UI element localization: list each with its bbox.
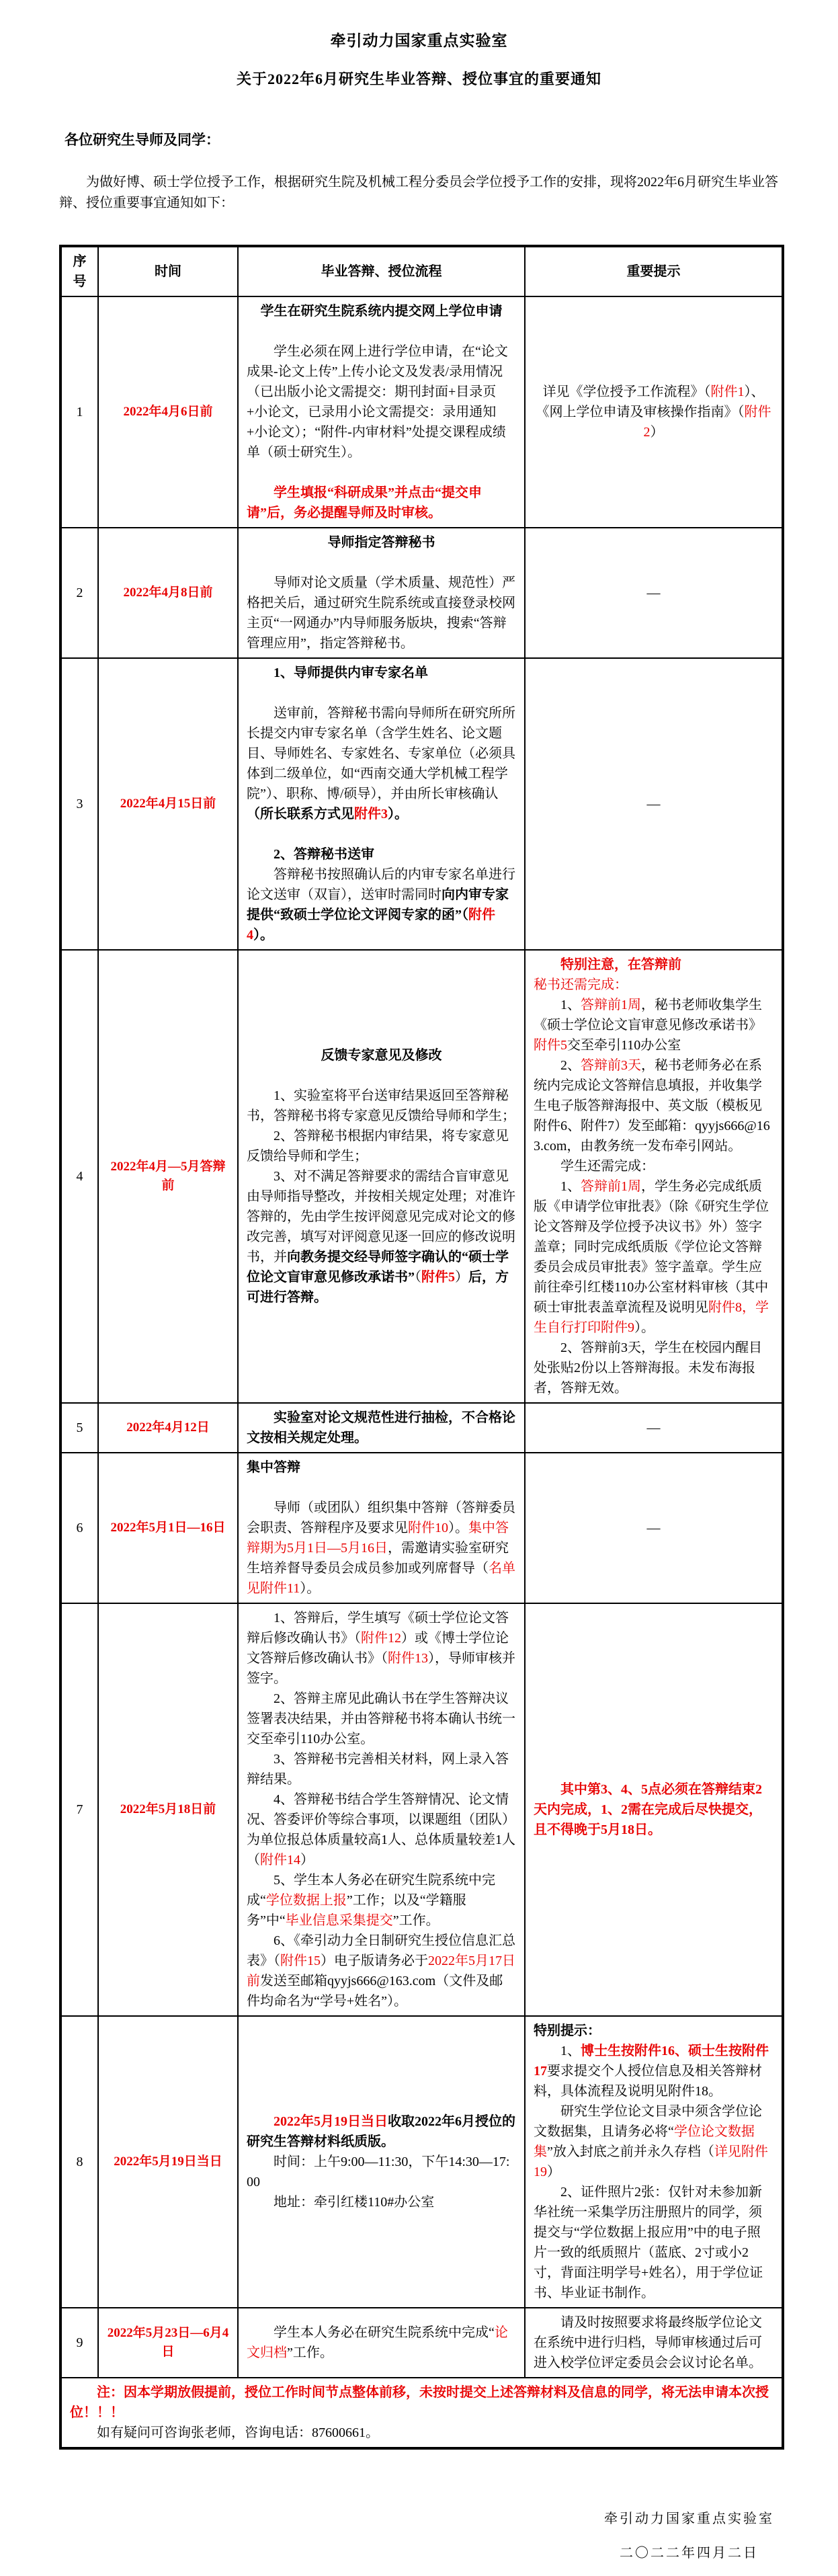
text-segment: ） [300, 1853, 314, 1867]
process-paragraph [247, 703, 516, 824]
note-paragraph [70, 2423, 773, 2443]
cell-important-tips [525, 658, 783, 950]
text-segment: ”工作。 [287, 2345, 333, 2360]
tips-paragraph [534, 955, 773, 975]
text-segment: 论文归档 [247, 2325, 508, 2360]
doc-title-line1: 牵引动力国家重点实验室 [330, 32, 508, 49]
tips-paragraph [534, 2021, 773, 2041]
text-segment: 要求提交个人授位信息及相关答辩材料，具体流程及说明见附件18。 [534, 2064, 762, 2099]
text-segment: 附件14 [260, 1853, 300, 1867]
cell-important-tips [525, 1603, 783, 2016]
text-segment: 集中答辩 [247, 1460, 300, 1475]
schedule-table [59, 245, 784, 2450]
table-row [60, 1453, 783, 1603]
signature-date: 二〇二二年四月二日 [620, 2546, 759, 2561]
note-paragraph [70, 2382, 773, 2423]
text-segment: 2、 [560, 1058, 581, 1073]
cell-deadline [98, 950, 238, 1403]
cell-important-tips [525, 296, 783, 528]
text-segment: 1、答辩后，学生填写《硕士学位论文答辩后修改确认书》（ [247, 1611, 509, 1646]
text-segment: 附件12 [361, 1631, 401, 1646]
text-segment: 1、 [560, 2044, 581, 2058]
tips-paragraph [534, 2312, 773, 2373]
cell-process [238, 950, 525, 1403]
process-paragraph [247, 1749, 516, 1789]
text-segment: 导师指定答辩秘书 [327, 535, 435, 550]
text-segment: 学生本人务必在研究生院系统中完成“ [274, 2325, 495, 2340]
text-segment: 时间：上午9:00—11:30，下午14:30—17:00 [247, 2155, 510, 2189]
tips-paragraph [534, 975, 773, 995]
text-segment: 博士生按附件16、硕士生按附件17 [534, 2044, 769, 2079]
text-segment: ，秘书老师收集学生《硕士学位论文盲审意见修改承诺书》 [534, 998, 762, 1033]
cell-deadline [98, 2016, 238, 2308]
text-segment: ）。 [448, 1521, 468, 1535]
process-paragraph [247, 301, 516, 321]
text-segment: 附件8，学生自行打印附件9 [534, 1300, 769, 1335]
text-segment: 导师（或团队）组织集中答辩（答辩委员会职责、答辩程序及要求见 [247, 1500, 515, 1535]
signature-box [604, 2507, 774, 2576]
text-segment: 附件5 [421, 1270, 455, 1285]
process-paragraph [247, 341, 516, 462]
text-segment: 交至牵引110办公室 [567, 1038, 681, 1053]
text-segment: 如有疑问可咨询张老师，咨询电话：87600661。 [97, 2425, 379, 2440]
tips-paragraph [534, 995, 773, 1055]
text-segment: 2022年5月19日当日 [274, 2114, 388, 2129]
cell-sequence-number: 4 [60, 950, 98, 1403]
deadline-text: 2022年4月8日前 [123, 585, 213, 600]
process-paragraph [247, 483, 516, 523]
text-segment: 向教务提交经导师签字确认的“硕士学位论文盲审意见修改承诺书” [247, 1250, 509, 1285]
tips-paragraph [534, 1338, 773, 1398]
text-segment: 答辩秘书按照确认后的内审专家名单进行论文送审（双盲），送审时需同时 [247, 867, 515, 902]
cell-sequence-number: 7 [60, 1603, 98, 2016]
text-segment: 4、答辩秘书结合学生答辩情况、论文情况、答委评价等综合事项，以课题组（团队）为单位报总体质量较高1人、总体质量较差1人（ [247, 1792, 515, 1867]
tips-paragraph [534, 2182, 773, 2303]
text-segment: 请及时按照要求将最终版学位论文在系统中进行归档，导师审核通过后可进入校学位评定委员会会议讨论名单。 [534, 2315, 762, 2370]
deadline-text: 2022年4月15日前 [120, 796, 216, 811]
cell-important-tips [525, 2308, 783, 2378]
text-segment: 1、 [560, 998, 581, 1012]
table-header-row [60, 246, 783, 296]
text-segment: ，需邀请实验室研究生培养督导委员会成员参加或列席督导（ [247, 1541, 509, 1576]
process-paragraph [247, 844, 516, 864]
process-paragraph [247, 2323, 516, 2363]
text-segment: 反馈专家意见及修改 [321, 1048, 442, 1063]
cell-sequence-number: 3 [60, 658, 98, 950]
process-paragraph [247, 1870, 516, 1931]
text-segment: ）、《网上学位申请及审核操作指南》（ [536, 385, 765, 419]
text-segment: ）。 [300, 1581, 321, 1596]
text-segment: 学生填报“科研成果”并点击“提交申请”后，务必提醒导师及时审核。 [247, 485, 482, 520]
tips-paragraph [534, 1176, 773, 1338]
note-cell [60, 2378, 783, 2448]
table-row [60, 2308, 783, 2378]
cell-important-tips [525, 950, 783, 1403]
text-segment: 注：因本学期放假提前，授位工作时间节点整体前移，未按时提交上述答辩材料及信息的同学，将无法申请本次授位！！！ [70, 2385, 769, 2420]
intro-paragraph: 为做好博、硕士学位授予工作，根据研究生院及机械工程分委员会学位授予工作的安排，现将2022年6月研究生毕业答辩、授位重要事宜通知如下： [59, 175, 778, 210]
doc-title-line2: 关于2022年6月研究生毕业答辩、授位事宜的重要通知 [236, 71, 601, 87]
cell-process [238, 296, 525, 528]
text-segment: ，秘书老师务必在系统内完成论文答辩信息填报，并收集学生电子版答辩海报中、英文版（模板见附件6、附件7）发至邮箱：qyyjs666@163.com，由教务统一发布牵引网站。 [534, 1058, 770, 1154]
process-paragraph [247, 1498, 516, 1599]
text-segment: 送审前，答辩秘书需向导师所在研究所所长提交内审专家名单（含学生姓名、论文题目、导师姓名、专家姓名、专家单位（必须具体到二级单位，如“西南交通大学机械工程学院”）、职称、博/硕导），并由所长审核确认 [247, 706, 515, 801]
table-row [60, 658, 783, 950]
header-cell-time: 时间 [98, 246, 238, 296]
greeting: 各位研究生导师及同学： [65, 132, 220, 148]
deadline-text: 2022年5月1日—16日 [110, 1520, 226, 1535]
cell-process [238, 528, 525, 658]
deadline-text: 2022年5月18日前 [120, 1802, 216, 1816]
text-segment: 学位论文数据集 [534, 2124, 755, 2159]
text-segment: ，学生务必完成纸质版《申请学位审批表》（除《研究生学位论文答辩及学位授予决议书》外）签字盖章；同时完成纸质版《学位论文答辩委员会成员审批表》签字盖章。学生应前往牵引红楼110办公室材料审核（其中硕士审批表盖章流程及说明见 [534, 1179, 769, 1315]
table-row [60, 1403, 783, 1453]
text-segment: 地址：牵引红楼110#办公室 [274, 2195, 435, 2210]
text-segment: 附件10 [408, 1521, 448, 1535]
tips-paragraph [534, 794, 773, 814]
cell-deadline [98, 1403, 238, 1453]
tips-paragraph [534, 382, 773, 442]
process-paragraph [247, 1045, 516, 1065]
text-segment: 集中答辩期为5月1日—5月16日 [247, 1521, 509, 1556]
table-row [60, 528, 783, 658]
cell-sequence-number: 1 [60, 296, 98, 528]
deadline-text: 2022年4月—5月答辩前 [110, 1159, 226, 1193]
cell-deadline [98, 528, 238, 658]
table-row [60, 296, 783, 528]
text-segment: ）或《博士学位论文答辩后修改确认书》（ [247, 1631, 509, 1666]
cell-deadline [98, 658, 238, 950]
deadline-text: 2022年5月19日当日 [114, 2154, 222, 2169]
tips-paragraph [534, 583, 773, 603]
text-segment: 2022年5月17日前 [247, 1954, 515, 1988]
text-segment: 特别注意，在答辩前 [560, 957, 681, 972]
process-paragraph [247, 573, 516, 653]
text-segment: 6、《牵引动力全日制研究生授位信息汇总表》（ [247, 1933, 515, 1968]
text-segment: 实验室对论文规范性进行抽检，不合格论文按相关规定处理。 [247, 1410, 515, 1445]
cell-sequence-number: 9 [60, 2308, 98, 2378]
tips-paragraph [534, 1518, 773, 1538]
cell-important-tips [525, 528, 783, 658]
process-paragraph [247, 1408, 516, 1448]
text-segment: （ [415, 1270, 421, 1285]
text-segment: 附件4 [247, 908, 495, 942]
tips-paragraph [534, 2101, 773, 2182]
text-segment: ），导师审核并签字。 [247, 1651, 515, 1686]
text-segment: 附件15 [280, 1954, 321, 1968]
text-segment: ”工作；以及“学籍服务”中“ [247, 1893, 466, 1928]
cell-important-tips [525, 2016, 783, 2308]
tips-paragraph [534, 2041, 773, 2101]
text-segment: 附件2 [643, 405, 771, 440]
text-segment: 3、对不满足答辩要求的需结合盲审意见由导师指导整改，并按相关规定处理；对准许答辩的，先由学生按评阅意见完成对论文的修改完善，填写对评阅意见逐一回应的修改说明书，并 [247, 1169, 515, 1264]
text-segment: ”放入封底之前并永久存档（ [547, 2144, 714, 2159]
deadline-text: 2022年4月12日 [126, 1420, 210, 1435]
text-segment: 附件5 [534, 1038, 567, 1053]
text-segment: 其中第3、4、5点必须在答辩结束2天内完成，1、2需在完成后尽快提交，且不得晚于5月18日。 [534, 1782, 762, 1837]
text-segment: 秘书还需完成： [534, 977, 628, 992]
process-paragraph [247, 1126, 516, 1166]
process-paragraph [247, 1086, 516, 1126]
cell-process [238, 1603, 525, 2016]
text-segment: ）。 [634, 1320, 655, 1335]
text-segment: 答辩前3天 [581, 1058, 641, 1073]
deadline-text: 2022年5月23日—6月4日 [107, 2325, 229, 2359]
text-segment: ） [547, 2165, 560, 2179]
tips-paragraph [534, 1156, 773, 1176]
text-segment: — [646, 797, 661, 811]
process-paragraph [247, 1166, 516, 1307]
text-segment: 毕业信息采集提交 [285, 1913, 393, 1928]
cell-sequence-number: 8 [60, 2016, 98, 2308]
header-cell-tips: 重要提示 [525, 246, 783, 296]
process-paragraph [247, 2192, 516, 2212]
process-paragraph [247, 864, 516, 945]
process-paragraph [247, 1689, 516, 1749]
text-segment: 后，方可进行答辩。 [247, 1270, 509, 1305]
cell-deadline [98, 296, 238, 528]
text-segment: 2、答辩前3天，学生在校园内醒目处张贴2份以上答辩海报。未发布海报者，答辩无效。 [534, 1340, 762, 1396]
cell-important-tips [525, 1453, 783, 1603]
text-segment: ”工作。 [392, 1913, 439, 1928]
text-segment: 1、实验室将平台送审结果返回至答辩秘书，答辩秘书将专家意见反馈给导师和学生； [247, 1088, 515, 1123]
text-segment: ） [455, 1270, 468, 1285]
text-segment: 详见《学位授予工作流程》（ [542, 385, 711, 399]
process-paragraph [247, 1789, 516, 1870]
text-segment: 发送至邮箱qyyjs666@163.com（文件及邮件均命名为“学号+姓名”）。 [247, 1974, 503, 2009]
process-paragraph [247, 2111, 516, 2152]
tips-paragraph [534, 1418, 773, 1438]
text-segment: 学生必须在网上进行学位申请，在“论文成果-论文上传”上传小论文及发表/录用情况（已出版小论文需提交：期刊封面+目录页+小论文，已录用小论文需提交：录用通知+小论文）；“附件-内审材料”处提交课程成绩单（硕士研究生）。 [247, 344, 508, 460]
text-segment: 答辩前1周 [581, 1179, 641, 1194]
deadline-text: 2022年4月6日前 [123, 404, 213, 419]
process-paragraph [247, 1931, 516, 2011]
text-segment: 1、 [560, 1179, 581, 1194]
text-segment: ）。 [253, 928, 274, 942]
text-segment: — [646, 1521, 661, 1535]
cell-important-tips [525, 1403, 783, 1453]
cell-process [238, 658, 525, 950]
text-segment: 导师对论文质量（学术质量、规范性）严格把关后，通过研究生院系统或直接登录校网主页“一网通办”内导师服务版块，搜索“答辩管理应用”，指定答辩秘书。 [247, 575, 515, 651]
text-segment: — [646, 1420, 661, 1435]
text-segment: （ [462, 908, 468, 922]
cell-process [238, 2308, 525, 2378]
text-segment: 附件3 [354, 807, 388, 821]
header-cell-process: 毕业答辩、授位流程 [238, 246, 525, 296]
cell-deadline [98, 1453, 238, 1603]
text-segment: 答辩前1周 [581, 998, 641, 1012]
cell-process [238, 2016, 525, 2308]
text-segment: 附件1 [710, 385, 745, 399]
header-cell-no: 序号 [60, 246, 98, 296]
text-segment: 1、导师提供内审专家名单 [274, 666, 428, 680]
text-segment: 研究生学位论文目录中须含学位论文数据集，且请务必将“ [534, 2104, 762, 2139]
cell-deadline [98, 2308, 238, 2378]
text-segment: ）电子版请务必于 [321, 1954, 428, 1968]
signature-org: 牵引动力国家重点实验室 [604, 2511, 774, 2526]
process-paragraph [247, 1608, 516, 1689]
text-segment: 学位数据上报 [265, 1893, 347, 1908]
process-paragraph [247, 532, 516, 553]
process-paragraph [247, 2152, 516, 2192]
process-paragraph [247, 1457, 516, 1478]
text-segment: 特别提示： [534, 2023, 601, 2038]
table-row [60, 2016, 783, 2308]
table-row [60, 1603, 783, 2016]
text-segment: ） [650, 425, 664, 440]
text-segment: 名单见附件11 [247, 1561, 515, 1596]
text-segment: 2、答辩主席见此确认书在学生答辩决议签署表决结果，并由答辩秘书将本确认书统一交至牵引110办公室。 [247, 1691, 515, 1746]
text-segment: 学生在研究生院系统内提交网上学位申请 [260, 304, 503, 319]
cell-sequence-number: 6 [60, 1453, 98, 1603]
cell-sequence-number: 2 [60, 528, 98, 658]
text-segment: 3、答辩秘书完善相关材料，网上录入答辩结果。 [247, 1752, 509, 1787]
text-segment: 向内审专家提供“致硕士学位论文评阅专家的函” [247, 887, 509, 922]
text-segment: 详见附件19 [534, 2144, 768, 2179]
text-segment: 2、证件照片2张：仅针对未参加新华社统一采集学历注册照片的同学，须提交与“学位数据上报应用”中的电子照片一致的纸质照片（蓝底、2寸或小2寸，背面注明学号+姓名），用于学位证书、毕业证书制作。 [534, 2185, 763, 2300]
cell-process [238, 1403, 525, 1453]
table-row [60, 950, 783, 1403]
text-segment: 收取2022年6月授位的研究生答辩材料纸质版。 [247, 2114, 515, 2149]
cell-deadline [98, 1603, 238, 2016]
text-segment: ）。 [388, 807, 408, 821]
text-segment: 2、答辩秘书根据内审结果，将专家意见反馈给导师和学生； [247, 1129, 509, 1164]
tips-paragraph [534, 1779, 773, 1840]
cell-sequence-number: 5 [60, 1403, 98, 1453]
text-segment: 学生还需完成： [560, 1159, 655, 1174]
signature-block [0, 2507, 774, 2576]
text-segment: 附件13 [388, 1651, 428, 1666]
note-row [60, 2378, 783, 2448]
text-segment: 2、答辩秘书送审 [274, 847, 374, 862]
cell-process [238, 1453, 525, 1603]
process-paragraph [247, 663, 516, 683]
text-segment: — [646, 586, 661, 600]
tips-paragraph [534, 1055, 773, 1156]
text-segment: 5、学生本人务必在研究生院系统中完成“ [247, 1873, 495, 1908]
text-segment: （所长联系方式见 [247, 807, 354, 821]
